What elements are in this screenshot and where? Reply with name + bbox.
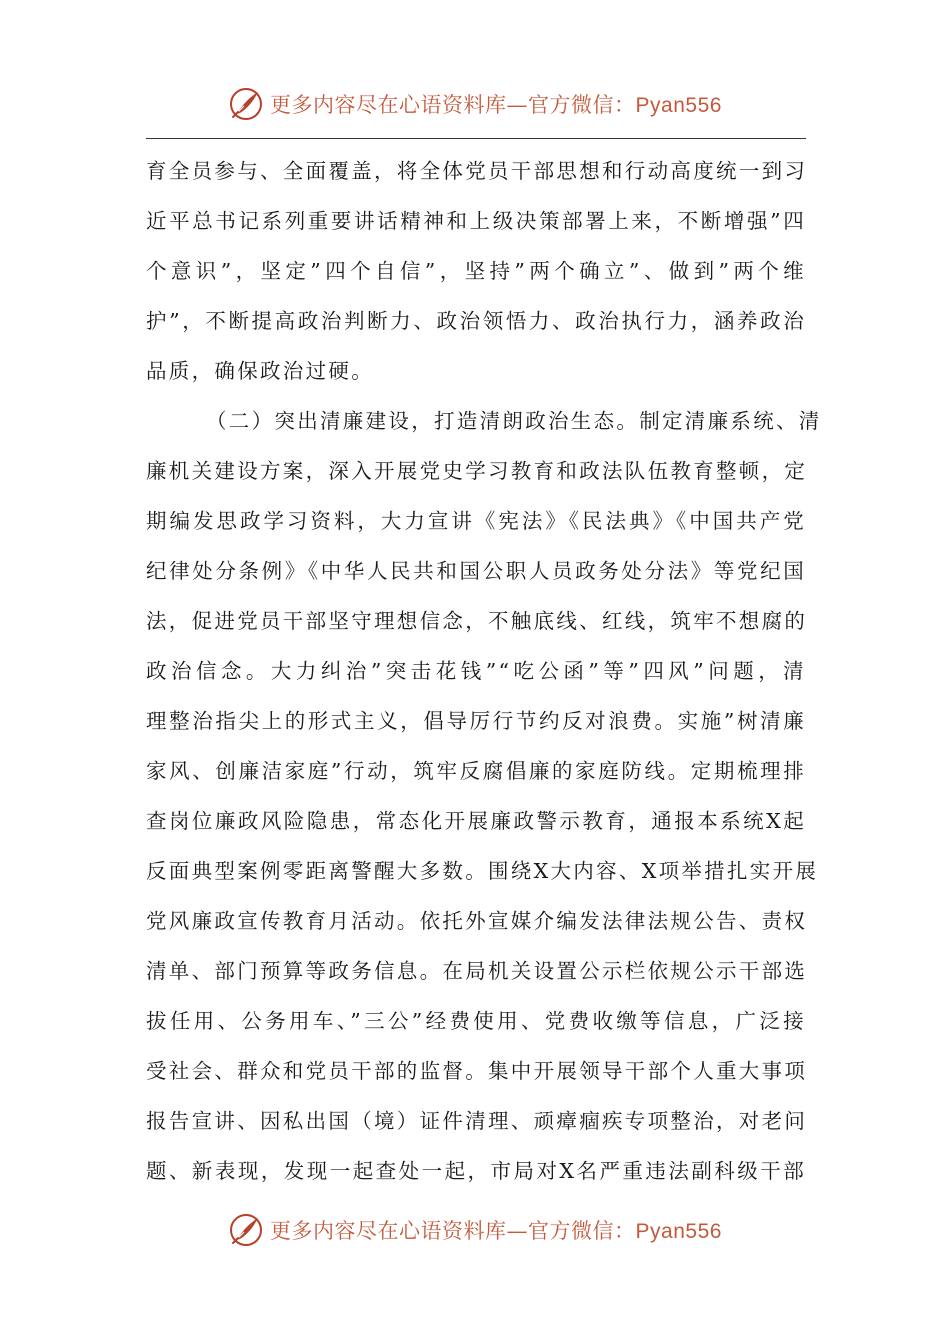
- text-line: 题、新表现，发现一起查处一起，市局对X名严重违法副科级干部: [146, 1159, 806, 1183]
- text-line: 近平总书记系列重要讲话精神和上级决策部署上来，不断增强”四: [146, 209, 806, 233]
- text-line: 育全员参与、全面覆盖，将全体党员干部思想和行动高度统一到习: [146, 159, 808, 183]
- header-banner-text: 更多内容尽在心语资料库—官方微信：Pyan556: [270, 93, 722, 117]
- text-line: 法，促进党员干部坚守理想信念，不触底线、红线，筑牢不想腐的: [146, 609, 808, 633]
- text-line: 反面典型案例零距离警醒大多数。围绕X大内容、X项举措扎实开展: [146, 859, 819, 883]
- document-body: [146, 146, 822, 1196]
- text-line: 期编发思政学习资料，大力宣讲《宪法》《民法典》《中国共产党: [146, 509, 806, 533]
- text-line: 拔任用、公务用车、”三公”经费使用、党费收缴等信息，广泛接: [146, 1009, 806, 1033]
- text-line: （二）突出清廉建设，打造清朗政治生态。制定清廉系统、清: [206, 409, 822, 433]
- header-banner: [0, 82, 950, 126]
- footer-banner: [0, 1208, 950, 1252]
- text-line: 个意识”，坚定”四个自信”，坚持”两个确立”、做到”两个维: [146, 259, 806, 283]
- quill-logo-icon: [228, 86, 264, 122]
- text-line: 廉机关建设方案，深入开展党史学习教育和政法队伍教育整顿，定: [146, 459, 808, 483]
- text-line: 受社会、群众和党员干部的监督。集中开展领导干部个人重大事项: [146, 1059, 808, 1083]
- text-line: 纪律处分条例》《中华人民共和国公职人员政务处分法》等党纪国: [146, 559, 806, 583]
- text-line: 品质，确保政治过硬。: [146, 359, 374, 383]
- text-line: 查岗位廉政风险隐患，常态化开展廉政警示教育，通报本系统X起: [146, 809, 806, 833]
- text-line: 护”，不断提高政治判断力、政治领悟力、政治执行力，涵养政治: [146, 309, 806, 333]
- text-line: 清单、部门预算等政务信息。在局机关设置公示栏依规公示干部选: [146, 959, 808, 983]
- text-line: 家风、创廉洁家庭”行动，筑牢反腐倡廉的家庭防线。定期梳理排: [146, 759, 806, 783]
- header-banner-wechat-id: Pyan556: [635, 94, 722, 117]
- text-line: 党风廉政宣传教育月活动。依托外宣媒介编发法律法规公告、责权: [146, 909, 808, 933]
- text-line: 报告宣讲、因私出国（境）证件清理、顽瘴痼疾专项整治，对老问: [146, 1109, 808, 1133]
- quill-logo-icon: [228, 1212, 264, 1248]
- paragraph-1: [146, 146, 806, 396]
- footer-banner-text: 更多内容尽在心语资料库—官方微信：Pyan556: [270, 1219, 722, 1243]
- text-line: 政治信念。大力纠治”突击花钱”“吃公函”等”四风”问题，清: [146, 659, 806, 683]
- header-divider: [146, 138, 806, 139]
- text-line: 理整治指尖上的形式主义，倡导厉行节约反对浪费。实施”树清廉: [146, 709, 806, 733]
- footer-banner-wechat-id: Pyan556: [635, 1220, 722, 1243]
- paragraph-2: [146, 396, 822, 1196]
